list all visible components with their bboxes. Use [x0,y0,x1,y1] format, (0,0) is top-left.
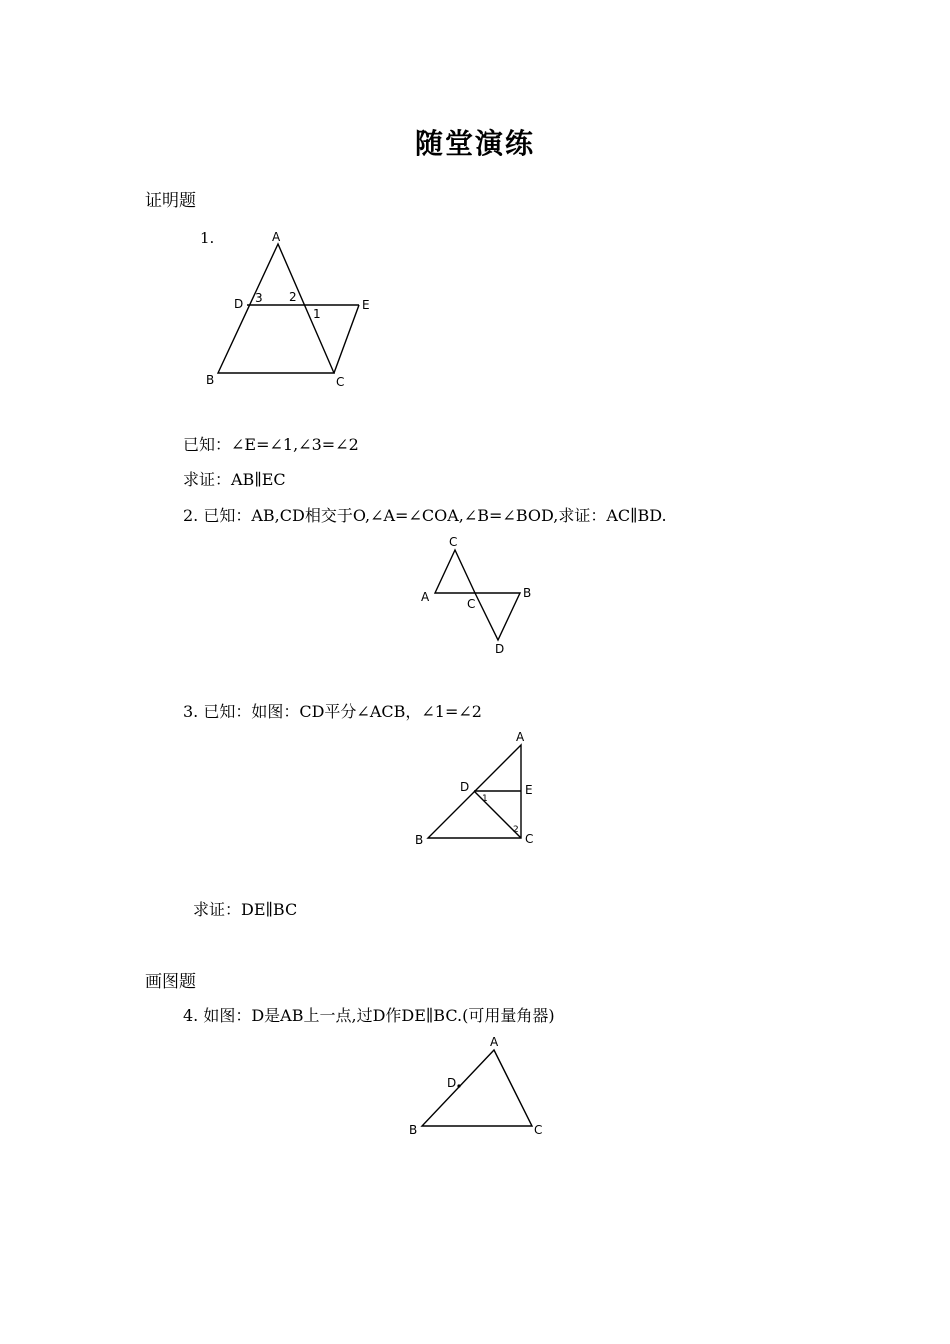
label-d: D [447,1076,457,1090]
label-c: C [534,1123,543,1137]
problem2-statement: 2. 已知：AB,CD相交于O,∠A=∠COA,∠B=∠BOD,求证：AC∥BD. [183,506,667,525]
section-drawing-heading: 画图题 [145,972,196,992]
problem3-statement: 3. 已知：如图：CD平分∠ACB，∠1=∠2 [183,702,482,721]
problem1-prove: 求证：AB∥EC [183,470,286,489]
section-proof-heading: 证明题 [145,191,196,211]
label-e: E [525,783,533,797]
label-e: E [362,298,370,312]
label-c-top: C [449,535,458,549]
label-c: C [336,375,345,389]
label-1: 1 [482,794,488,804]
label-a: A [421,590,430,604]
label-b: B [523,586,532,600]
label-a: A [272,230,281,244]
problem4-statement: 4. 如图：D是AB上一点,过D作DE∥BC.(可用量角器) [183,1006,555,1025]
label-b: B [206,373,215,387]
label-1: 1 [313,307,321,321]
label-c: C [525,832,534,846]
triangle-abc [422,1050,532,1126]
label-a: A [490,1035,499,1049]
label-2: 2 [513,825,519,835]
problem1-given: 已知：∠E=∠1,∠3=∠2 [183,435,359,454]
label-o: C [467,597,476,611]
problem1-number: 1. [200,229,215,247]
label-d: D [234,297,244,311]
label-a: A [516,730,525,744]
page-title: 随堂演练 [414,127,535,160]
label-b: B [409,1123,418,1137]
label-b: B [415,833,424,847]
label-d: D [460,780,470,794]
label-d: D [495,642,505,656]
point-d [457,1084,460,1087]
label-2: 2 [289,290,297,304]
label-3: 3 [255,291,263,305]
problem3-prove: 求证：DE∥BC [193,900,298,919]
